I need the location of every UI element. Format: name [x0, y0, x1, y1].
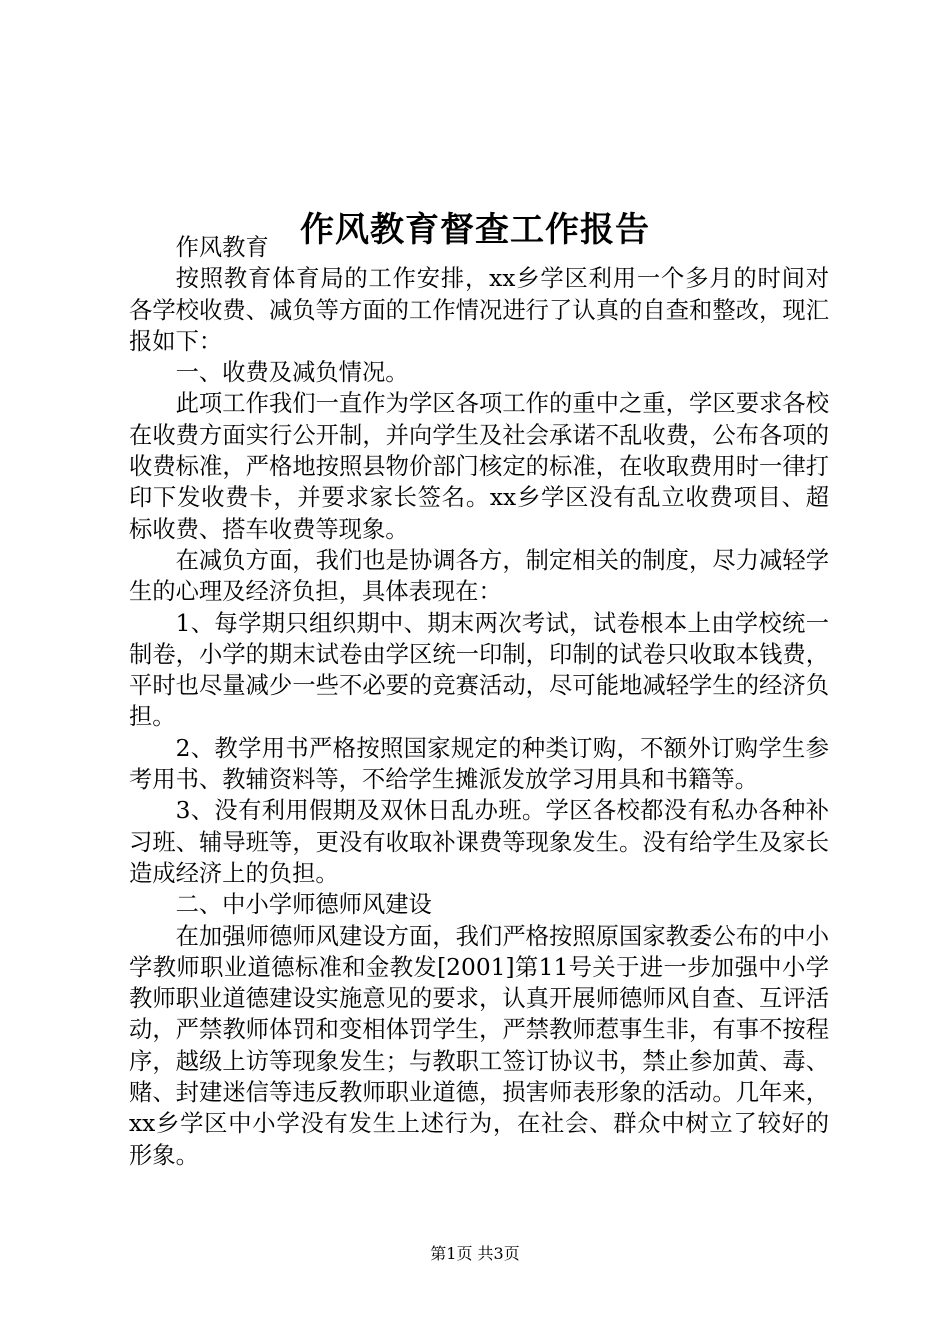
page-number: 第1页 共3页	[430, 1244, 520, 1263]
section-heading-fees: 一、收费及减负情况。	[175, 359, 409, 387]
section-heading-ethics: 二、中小学师德师风建设	[175, 891, 432, 919]
list-item-2: 2、教学用书严格按照国家规定的种类订购，不额外订购学生参考用书、教辅资料等，不给学生摊派发放学习用具和书籍等。	[129, 734, 829, 794]
paragraph-burden-reduction: 在减负方面，我们也是协调各方，制定相关的制度，尽力减轻学生的心理及经济负担，具体表现在：	[129, 546, 829, 606]
document-body	[129, 232, 829, 1171]
list-item-1: 1、每学期只组织期中、期末两次考试，试卷根本上由学校统一制卷，小学的期末试卷由学区统一印制，印制的试卷只收取本钱费，平时也尽量减少一些不必要的竞赛活动，尽可能地减轻学生的经济负担。	[129, 609, 829, 731]
document-title: 作风教育督查工作报告	[300, 209, 650, 250]
paragraph-subject: 作风教育	[175, 234, 269, 261]
paragraph-ethics: 在加强师德师风建设方面，我们严格按照原国家教委公布的中小学教师职业道德标准和金教发[2001]第11号关于进一步加强中小学教师职业道德建设实施意见的要求，认真开展师德师风自查、互评活动，严禁教师体罚和变相体罚学生，严禁教师惹事生非，有事不按程序，越级上访等现象发生；与教职工签订协议书，禁止参加黄、毒、赌、封建迷信等违反教师职业道德，损害师表形象的活动。几年来，xx乡学区中小学没有发生上述行为，在社会、群众中树立了较好的形象。	[129, 922, 829, 1169]
paragraph-intro: 按照教育体育局的工作安排，xx乡学区利用一个多月的时间对各学校收费、减负等方面的工作情况进行了认真的自查和整改，现汇报如下：	[129, 265, 829, 355]
list-item-3: 3、没有利用假期及双休日乱办班。学区各校都没有私办各种补习班、辅导班等，更没有收取补课费等现象发生。没有给学生及家长造成经济上的负担。	[129, 797, 829, 887]
paragraph-fees: 此项工作我们一直作为学区各项工作的重中之重，学区要求各校在收费方面实行公开制，并向学生及社会承诺不乱收费，公布各项的收费标准，严格地按照县物价部门核定的标准，在收取费用时一律打印下发收费卡，并要求家长签名。xx乡学区没有乱立收费项目、超标收费、搭车收费等现象。	[129, 390, 829, 543]
